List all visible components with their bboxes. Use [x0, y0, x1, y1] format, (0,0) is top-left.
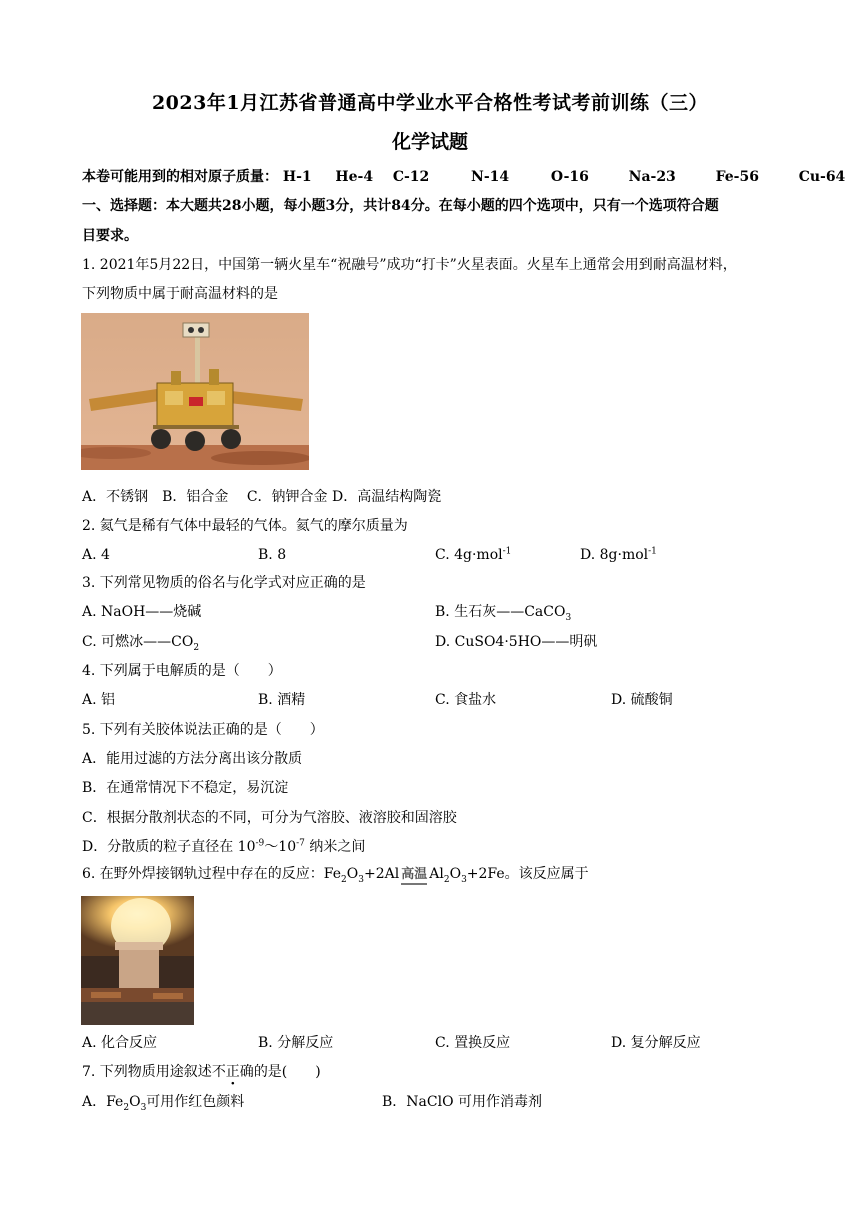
mass-item: He-4	[335, 169, 374, 185]
q5-option-d: D．分散质的粒子直径在 $10^{-9}\sim 10^{-7}$ 纳米之间	[82, 838, 366, 855]
q6-option-d: D. 复分解反应	[611, 1035, 701, 1051]
mass-item: N-14	[471, 169, 510, 185]
q6-option-c: C. 置换反应	[435, 1035, 511, 1051]
section-heading-line2: 目要求。	[82, 228, 138, 244]
atomic-masses-line	[82, 167, 845, 187]
q3-option-d: D. CuSO4·5HO——明矾	[435, 634, 598, 650]
q6-option-a: A. 化合反应	[82, 1035, 158, 1051]
exam-subtitle: 化学试题	[391, 131, 468, 153]
thermite-welding-photo-icon	[81, 896, 194, 1025]
mass-item: O-16	[550, 169, 589, 185]
q3-option-a: A. NaOH——烧碱	[82, 604, 202, 620]
q4-stem: 4. 下列属于电解质的是（ ）	[82, 663, 282, 679]
q6-stem: 6. 在野外焊接钢轨过程中存在的反应：$Fe_2O_3+2Al$ 高温 $Al_2O_3+2Fe$。该反应属于	[82, 866, 589, 885]
mars-rover-photo-icon	[81, 313, 309, 470]
q3-option-c: C. 可燃冰$——CO_2$	[82, 634, 200, 653]
section-heading-line1: 一、选择题：本大题共28小题，每小题3分，共计84分。在每小题的四个选项中，只有一个选项符合题	[82, 198, 719, 214]
q3-stem: 3. 下列常见物质的俗名与化学式对应正确的是	[82, 575, 366, 591]
q5-option-a: A．能用过滤的方法分离出该分散质	[82, 751, 303, 767]
q7-stem: 7. 下列物质用途叙述不正确的是( )	[82, 1064, 321, 1080]
q5-option-b: B．在通常情况下不稳定，易沉淀	[82, 780, 289, 796]
q2-stem: 2. 氦气是稀有气体中最轻的气体。氦气的摩尔质量为	[82, 518, 408, 534]
mass-item: Na-23	[628, 169, 676, 185]
q1-options: A．不锈钢 B．铝合金 C．钠钾合金 D．高温结构陶瓷	[82, 489, 442, 505]
emphasis-text: 不正确	[211, 1064, 254, 1080]
mass-item: C-12	[392, 169, 430, 185]
mars-rover-image	[81, 313, 309, 470]
q4-option-b: B. 酒精	[258, 692, 306, 708]
q3-option-b: B. 生石灰——CaCO$_3$	[435, 604, 572, 623]
mass-item: Fe-56	[715, 169, 759, 185]
q4-option-a: A. 铝	[82, 692, 116, 708]
q7-option-b: B．NaClO 可用作消毒剂	[382, 1094, 543, 1110]
thermite-image	[81, 896, 194, 1025]
q4-option-d: D. 硫酸铜	[611, 692, 673, 708]
q7-option-a: A．$Fe_2O_3$可用作红色颜料	[82, 1094, 245, 1113]
q5-stem: 5. 下列有关胶体说法正确的是（ ）	[82, 722, 324, 738]
q2-option-d: D. 8g·mol$^{-1}$	[580, 546, 657, 563]
q6-option-b: B. 分解反应	[258, 1035, 334, 1051]
q2-option-b: B. 8	[258, 547, 287, 563]
reaction-condition: 高温	[401, 868, 427, 885]
q1-stem-line1: 1. 2021年5月22日，中国第一辆火星车“祝融号”成功“打卡”火星表面。火星车上通常会用到耐高温材料，	[82, 257, 737, 273]
exam-title: 2023年1月江苏省普通高中学业水平合格性考试考前训练（三）	[151, 92, 709, 114]
masses-label: 本卷可能用到的相对原子质量：	[82, 169, 278, 185]
q2-option-c: C. 4g·mol$^{-1}$	[435, 546, 512, 563]
q4-option-c: C. 食盐水	[435, 692, 497, 708]
q2-option-a: A. 4	[82, 547, 110, 563]
q1-stem-line2: 下列物质中属于耐高温材料的是	[82, 286, 278, 302]
mass-item: Cu-64	[798, 169, 846, 185]
mass-item: H-1	[282, 169, 312, 185]
q5-option-c: C．根据分散剂状态的不同，可分为气溶胶、液溶胶和固溶胶	[82, 810, 457, 826]
